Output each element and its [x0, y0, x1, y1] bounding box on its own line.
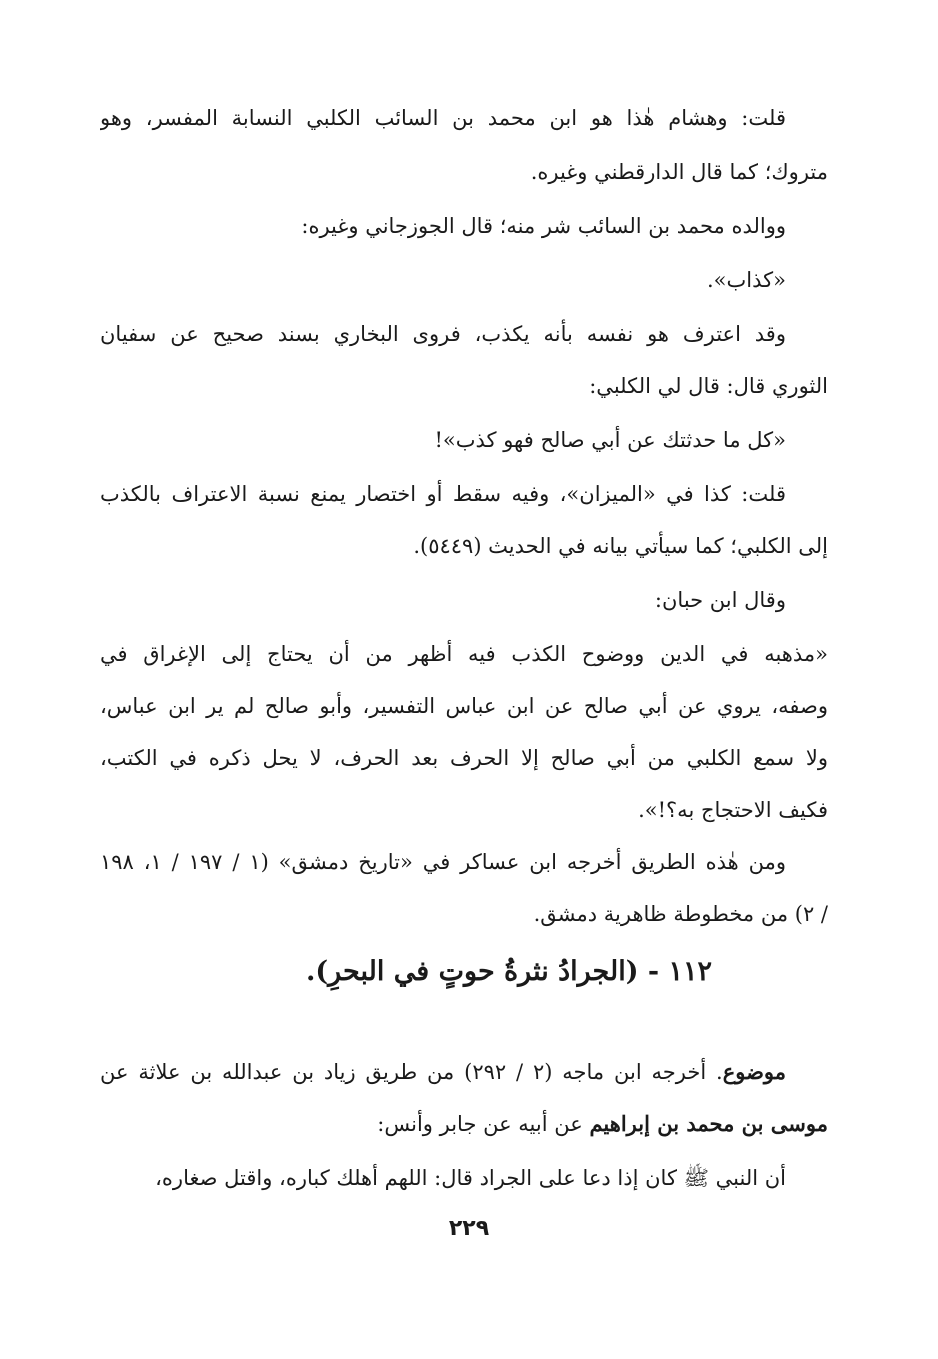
- paragraph-4-line-1: وقد اعترف هو نفسه بأنه يكذب، فروى البخاري بسند صحيح عن سفيان: [100, 322, 786, 346]
- paragraph-6-line-1: قلت: كذا في «الميزان»، وفيه سقط أو اختصار يمنع نسبة الاعتراف بالكذب: [100, 482, 786, 506]
- paragraph-7-line-1: وقال ابن حبان:: [654, 588, 786, 612]
- hadith-heading: ١١٢ - (الجرادُ نثرةُ حوتٍ في البحرِ).: [305, 956, 713, 987]
- paragraph-9-line-2: / ٢) من مخطوطة ظاهرية دمشق.: [533, 902, 828, 926]
- page-body: [100, 92, 828, 1292]
- paragraph-10-line-1-text: . أخرجه ابن ماجه (٢ / ٢٩٢) من طريق زياد بن عبدالله بن علاثة عن: [100, 1060, 723, 1084]
- paragraph-11-line-1: أن النبي ﷺ كان إذا دعا على الجراد قال: اللهم أهلك كباره، واقتل صغاره،: [155, 1166, 786, 1190]
- paragraph-10-line-2: [100, 1104, 828, 1144]
- paragraph-6-line-2: إلى الكلبي؛ كما سيأتي بيانه في الحديث (٥٤٤٩).: [413, 534, 828, 558]
- paragraph-4-line-2: الثوري قال: قال لي الكلبي:: [589, 374, 828, 398]
- paragraph-1-line-2: متروك؛ كما قال الدارقطني وغيره.: [530, 160, 828, 184]
- paragraph-10-line-2-text: عن أبيه عن جابر وأنس:: [377, 1112, 590, 1136]
- paragraph-2-line-1: ووالده محمد بن السائب شر منه؛ قال الجوزجاني وغيره:: [301, 214, 786, 238]
- narrator-name: موسى بن محمد بن إبراهيم: [589, 1111, 828, 1136]
- paragraph-3-line-1: «كذاب».: [707, 268, 786, 292]
- paragraph-8-line-4: فكيف الاحتجاج به؟!».: [638, 798, 828, 822]
- grade-label: موضوع: [722, 1059, 786, 1084]
- paragraph-8-line-3: ولا سمع الكلبي من أبي صالح إلا الحرف بعد الحرف، لا يحل ذكره في الكتب،: [100, 746, 828, 770]
- paragraph-9-line-1: ومن هٰذه الطريق أخرجه ابن عساكر في «تاريخ دمشق» (١ / ١٩٧ / ١، ١٩٨: [100, 850, 786, 874]
- paragraph-10-line-1: [100, 1052, 828, 1092]
- paragraph-8-line-1: «مذهبه في الدين ووضوح الكذب فيه أظهر من أن يحتاج إلى الإغراق في: [100, 642, 828, 666]
- paragraph-8-line-2: وصفه، يروي عن أبي صالح عن ابن عباس التفسير، وأبو صالح لم ير ابن عباس،: [100, 694, 828, 718]
- page-number: ٢٢٩: [448, 1216, 490, 1241]
- paragraph-1-line-1: قلت: وهشام هٰذا هو ابن محمد بن السائب الكلبي النسابة المفسر، وهو: [100, 106, 786, 130]
- paragraph-5-line-1: «كل ما حدثتك عن أبي صالح فهو كذب»!: [434, 428, 786, 452]
